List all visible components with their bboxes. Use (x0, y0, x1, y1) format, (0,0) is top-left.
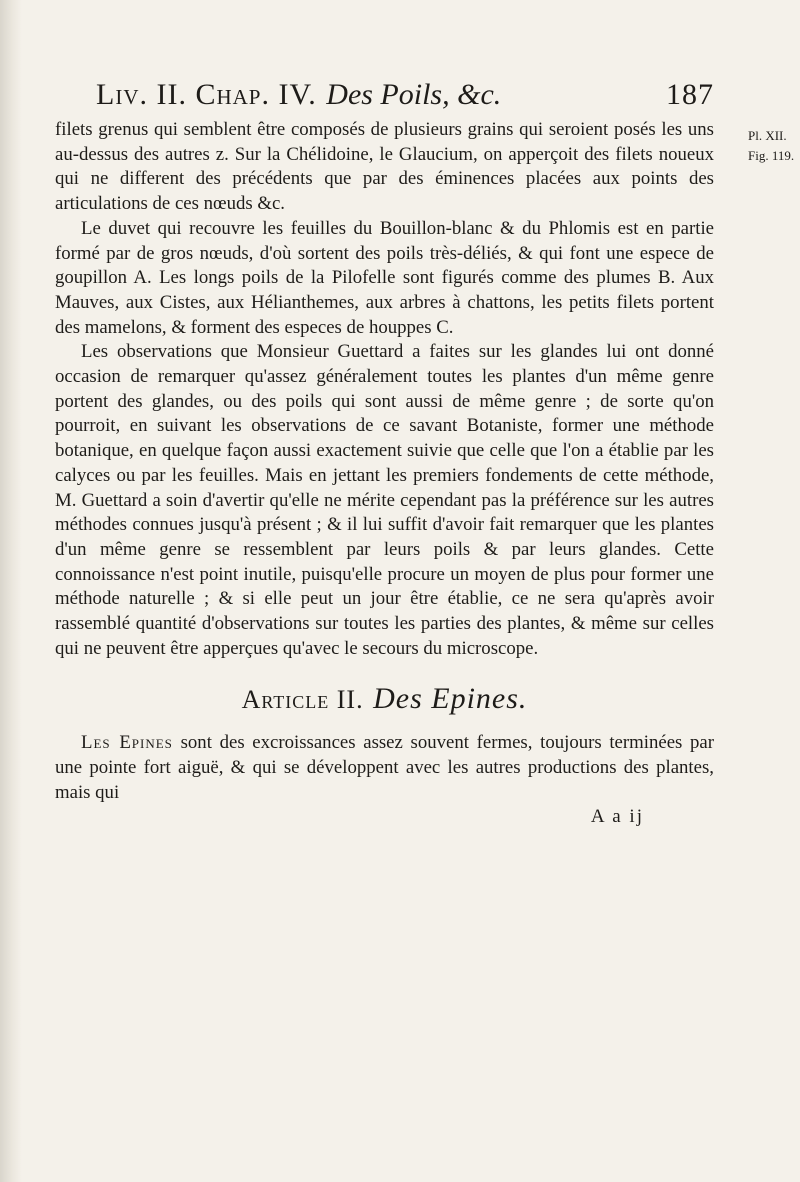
paragraph-2: Le duvet qui recouvre les feuilles du Bouillon-blanc & du Phlomis est en partie formé par de gros nœuds, d'où sortent des poils très-déliés, & qui font une espece de goupillon A. Les longs poils de la Pilofelle sont figurés comme des plumes B. Aux Mauves, aux Cistes, aux Hélianthemes, aux arbres à chattons, les petits filets portent des mamelons, & forment des especes de houppes C. (55, 217, 714, 338)
running-head (96, 78, 714, 118)
margin-note-plate: Pl. XII. (748, 128, 787, 143)
chapter-reference: Liv. II. Chap. IV. (96, 78, 317, 111)
paragraph-4-lead: Les Epines (81, 732, 173, 754)
paragraph-4 (55, 731, 714, 805)
signature-mark: A a ij (590, 806, 644, 828)
main-text (55, 118, 714, 830)
paragraph-4-text: sont des excroissances assez souvent fermes, toujours terminées par une pointe fort aiguë, & qui se développent avec les autres productions des plantes, mais qui (55, 732, 714, 803)
article-heading (55, 682, 714, 716)
article-title: Des Epines. (373, 682, 528, 716)
page-number: 187 (666, 78, 714, 111)
running-title: Des Poils, &c. (326, 78, 502, 111)
article-label: Article II. (241, 685, 364, 715)
binding-gutter-shadow (0, 0, 22, 1182)
paragraph-1: filets grenus qui semblent être composés de plusieurs grains qui seroient posés les uns au-dessus des autres z. Sur la Chélidoine, le Glaucium, on apperçoit des filets noueux qui ne different des précédents que par des éminences placées aux points des articulations de ces nœuds &c. (55, 119, 714, 215)
margin-note-figure: Fig. 119. (748, 148, 795, 163)
running-head-left (96, 78, 501, 112)
paragraph-3: Les observations que Monsieur Guettard a faites sur les glandes lui ont donné occasion de remarquer qu'assez généralement toutes les plantes d'un même genre portent des glandes, ou des poils qui sont aussi de même genre ; de sorte qu'on pourroit, en suivant les observations de ce savant Botaniste, former une méthode botanique, en quelque façon aussi exactement suivie que celle que l'on a établie par les calyces ou par les feuilles. Mais en jettant les premiers fondements de cette méthode, M. Guettard a soin d'avertir qu'elle ne mérite cependant pas la préférence sur les autres méthodes connues jusqu'à présent ; & il lui suffit d'avoir fait remarquer que les plantes d'un même genre se ressemblent par leurs poils & par leurs glandes. Cette connoissance n'est point inutile, puisqu'elle procure un moyen de plus pour former une méthode naturelle ; & si elle peut un jour être établie, ce ne sera qu'après avoir rassemblé quantité d'observations sur toutes les parties des plantes, & même sur celles qui ne peuvent être apperçues qu'avec le secours du microscope. (55, 341, 714, 659)
